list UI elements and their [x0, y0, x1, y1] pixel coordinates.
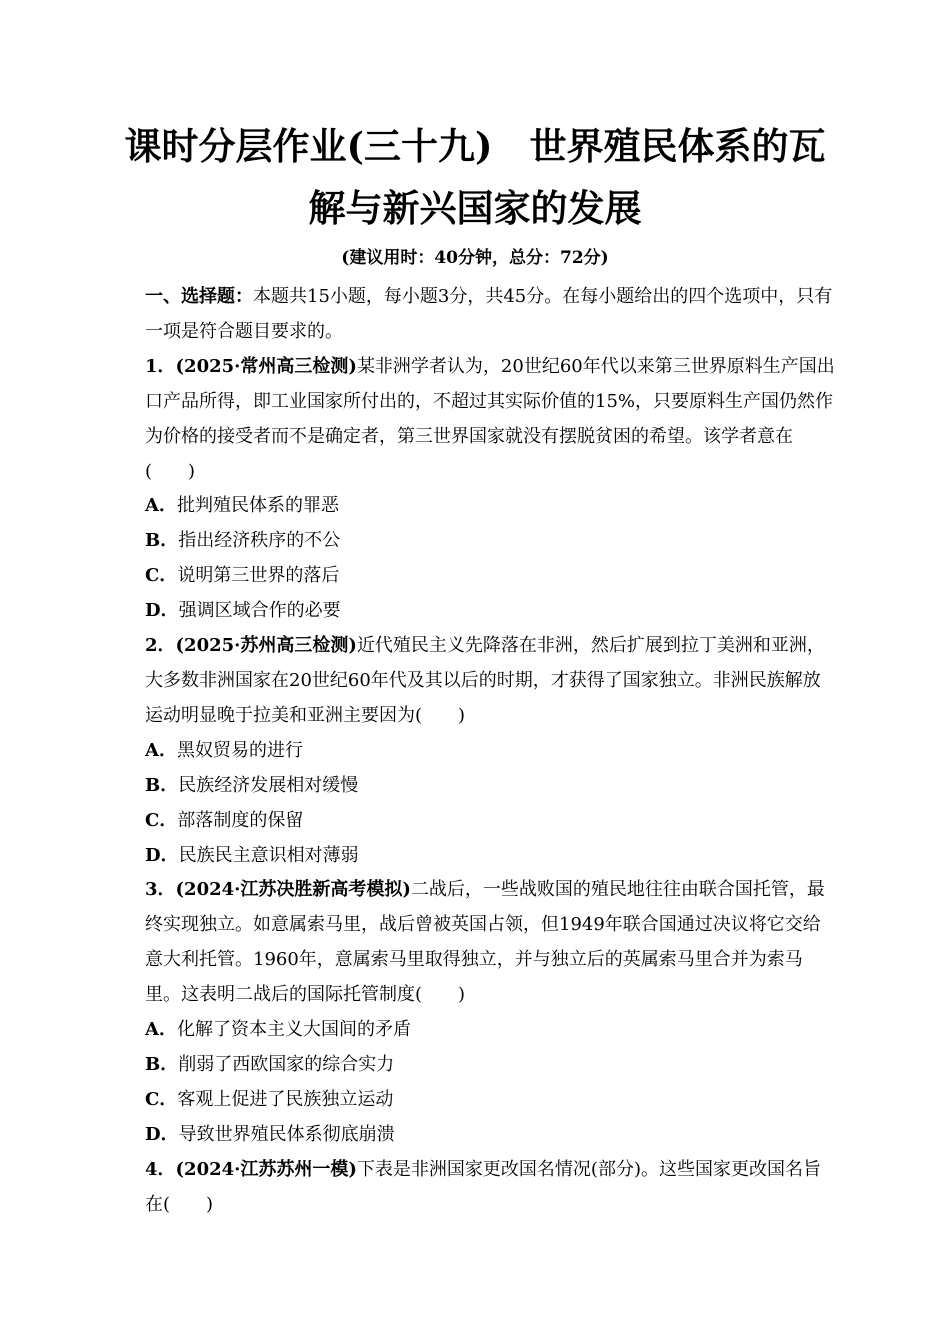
question-text: 二战后，一些战败国的殖民地往往由联合国托管，最终实现独立。如意属索马里，战后曾被英国占领，但1949年联合国通过决议将它交给意大利托管。1960年，意属索马里取得独立，并与独立后的英属索马里合并为索马里。这表明二战后的国际托管制度( ) [145, 879, 825, 1006]
option-letter: A． [145, 739, 177, 761]
option-c[interactable] [145, 1083, 835, 1118]
question-text: 近代殖民主义先降落在非洲，然后扩展到拉丁美洲和亚洲，大多数非洲国家在20世纪60年代及其以后的时期，才获得了国家独立。非洲民族解放运动明显晚于拉美和亚洲主要因为( ) [145, 635, 825, 726]
question-number: 4． [145, 1158, 176, 1180]
option-letter: C． [145, 565, 178, 587]
option-text: 说明第三世界的落后 [177, 565, 340, 587]
option-letter: C． [145, 809, 178, 831]
question-stem [145, 350, 835, 490]
question-text: 下表是非洲国家更改国名情况(部分)。这些国家更改国名旨在( ) [145, 1158, 821, 1215]
option-b[interactable] [145, 769, 835, 804]
option-letter: D． [145, 600, 179, 622]
option-text: 化解了资本主义大国间的矛盾 [176, 1019, 411, 1041]
question-number: 3． [145, 879, 176, 901]
option-letter: B． [145, 530, 179, 552]
option-text: 民族民主意识相对薄弱 [178, 844, 359, 866]
option-letter: D． [145, 844, 179, 866]
question-source: (2025·常州高三检测) [175, 355, 357, 377]
section-text: 本题共15小题，每小题3分，共45分。在每小题给出的四个选项中，只有一项是符合题目要求的。 [145, 286, 833, 342]
section-instructions [145, 280, 835, 350]
option-text: 民族经济发展相对缓慢 [178, 774, 359, 796]
option-text: 指出经济秩序的不公 [178, 530, 341, 552]
time-and-score-note: (建议用时：40分钟，总分：72分) [341, 248, 609, 268]
option-letter: A． [145, 1019, 177, 1041]
option-letter: A． [145, 495, 177, 517]
question-2 [145, 629, 835, 873]
option-letter: C． [145, 1088, 178, 1110]
option-text: 强调区域合作的必要 [178, 600, 341, 622]
option-b[interactable] [145, 1048, 835, 1083]
question-number: 2． [145, 635, 176, 657]
option-text: 削弱了西欧国家的综合实力 [178, 1053, 395, 1075]
option-text: 部落制度的保留 [177, 809, 304, 831]
question-3 [145, 873, 835, 1152]
option-letter: B． [145, 1053, 179, 1075]
option-letter: B． [145, 774, 179, 796]
option-d[interactable] [145, 594, 835, 629]
option-a[interactable] [145, 734, 835, 769]
option-a[interactable] [145, 1013, 835, 1048]
question-stem [145, 629, 835, 734]
page-title-line-2: 解与新兴国家的发展 [308, 186, 642, 230]
option-text: 黑奴贸易的进行 [176, 739, 303, 761]
option-d[interactable] [145, 839, 835, 874]
question-number: 1． [145, 355, 176, 377]
option-c[interactable] [145, 804, 835, 839]
question-stem [145, 1153, 835, 1223]
option-c[interactable] [145, 559, 835, 594]
question-4 [145, 1153, 835, 1223]
option-a[interactable] [145, 489, 835, 524]
document-body [145, 280, 835, 1222]
option-text: 导致世界殖民体系彻底崩溃 [178, 1123, 395, 1145]
page-title-line-1: 课时分层作业(三十九) 世界殖民体系的瓦 [124, 124, 826, 168]
option-d[interactable] [145, 1118, 835, 1153]
question-source: (2025·苏州高三检测) [175, 635, 357, 657]
option-text: 客观上促进了民族独立运动 [177, 1088, 394, 1110]
question-source: (2024·江苏决胜新高考模拟) [175, 879, 411, 901]
question-1 [145, 350, 835, 629]
question-text: 某非洲学者认为，20世纪60年代以来第三世界原料生产国出口产品所得，即工业国家所付出的，不超过其实际价值的15%，只要原料生产国仍然作为价格的接受者而不是确定者，第三世界国家就没有摆脱贫困的希望。该学者意在( ) [145, 355, 835, 482]
option-text: 批判殖民体系的罪恶 [176, 495, 339, 517]
option-b[interactable] [145, 524, 835, 559]
section-label: 一、选择题： [145, 286, 253, 307]
question-stem [145, 873, 835, 1013]
option-letter: D． [145, 1123, 179, 1145]
question-source: (2024·江苏苏州一模) [175, 1158, 357, 1180]
